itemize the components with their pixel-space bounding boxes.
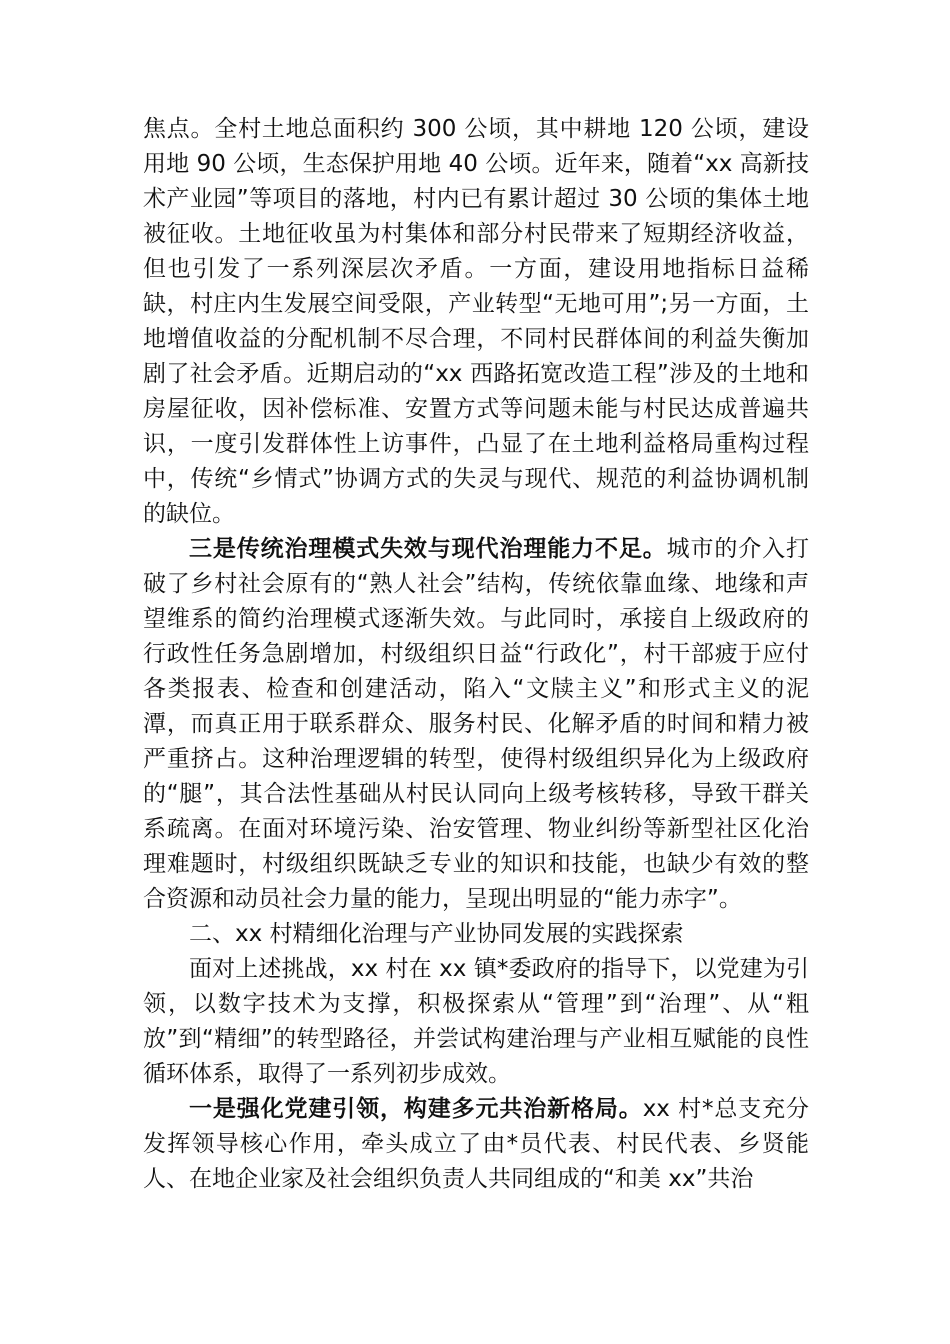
paragraph-land-issues xyxy=(143,112,809,532)
paragraph-text: xx 村*总支充分发挥领导核心作用，牵头成立了由*员代表、村民代表、乡贤能人、在地企业家及社会组织负责人共同组成的“和美 xx”共治 xyxy=(143,1096,809,1192)
section-heading xyxy=(143,917,809,952)
paragraph-text: 焦点。全村土地总面积约 300 公顷，其中耕地 120 公顷，建设用地 90 公顷，生态保护用地 40 公顷。近年来，随着“xx 高新技术产业园”等项目的落地，村内已有累计超过 30 公顷的集体土地被征收。土地征收虽为村集体和部分村民带来了短期经济收益，但也引发了一系列深层次矛盾。一方面，建设用地指标日益稀缺，村庄内生发展空间受限，产业转型“无地可用”;另一方面，土地增值收益的分配机制不尽合理，不同村民群体间的利益失衡加剧了社会矛盾。近期启动的“xx 西路拓宽改造工程”涉及的土地和房屋征收，因补偿标准、安置方式等问题未能与村民达成普遍共识，一度引发群体性上访事件，凸显了在土地利益格局重构过程中，传统“乡情式”协调方式的失灵与现代、规范的利益协调机制的缺位。 xyxy=(143,116,809,527)
document-page xyxy=(143,112,809,1197)
paragraph-text: 面对上述挑战，xx 村在 xx 镇*委政府的指导下，以党建为引领，以数字技术为支撑，积极探索从“管理”到“治理”、从“粗放”到“精细”的转型路径，并尝试构建治理与产业相互赋能的良性循环体系，取得了一系列初步成效。 xyxy=(143,956,809,1087)
section-heading-text: 二、xx 村精细化治理与产业协同发展的实践探索 xyxy=(189,921,684,947)
paragraph-section-intro xyxy=(143,952,809,1092)
paragraph-party-building xyxy=(143,1092,809,1197)
paragraph-governance-failure xyxy=(143,532,809,917)
paragraph-text: 城市的介入打破了乡村社会原有的“熟人社会”结构，传统依靠血缘、地缘和声望维系的简约治理模式逐渐失效。与此同时，承接自上级政府的行政性任务急剧增加，村级组织日益“行政化”，村干部疲于应付各类报表、检查和创建活动，陷入“文牍主义”和形式主义的泥潭，而真正用于联系群众、服务村民、化解矛盾的时间和精力被严重挤占。这种治理逻辑的转型，使得村级组织异化为上级政府的“腿”，其合法性基础从村民认同向上级考核转移，导致干群关系疏离。在面对环境污染、治安管理、物业纠纷等新型社区化治理难题时，村级组织既缺乏专业的知识和技能，也缺少有效的整合资源和动员社会力量的能力，呈现出明显的“能力赤字”。 xyxy=(143,536,810,912)
paragraph-lead: 三是传统治理模式失效与现代治理能力不足。 xyxy=(189,536,667,562)
paragraph-lead: 一是强化党建引领，构建多元共治新格局。 xyxy=(189,1096,643,1122)
